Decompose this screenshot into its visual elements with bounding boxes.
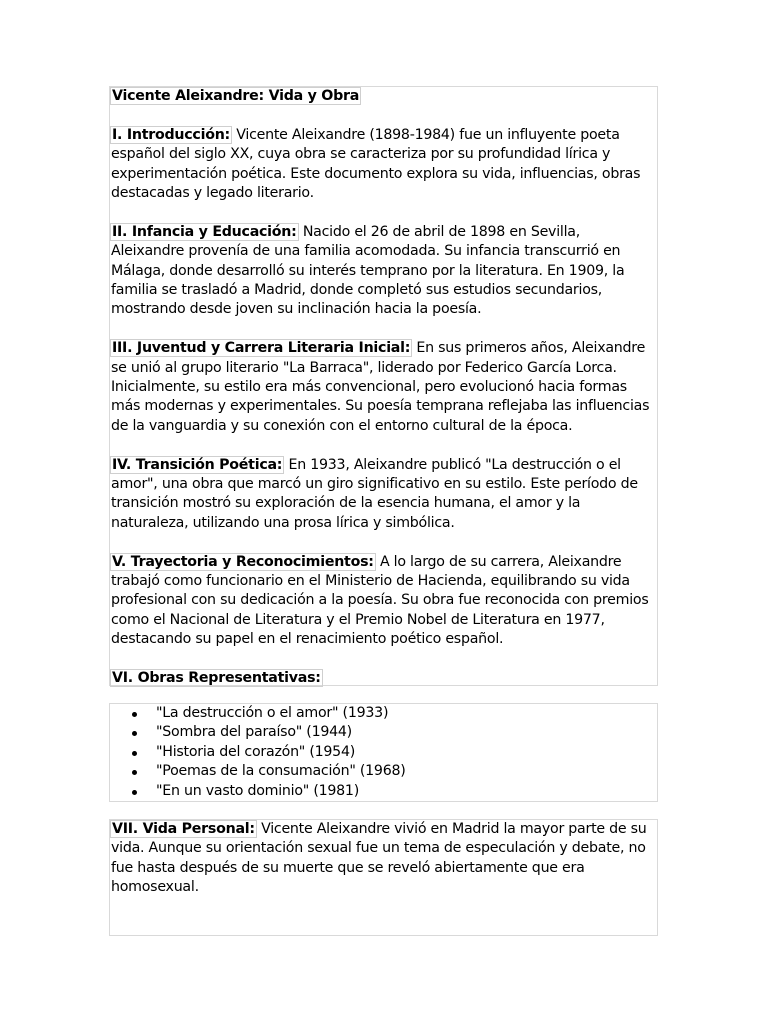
works-list-box bbox=[109, 703, 658, 802]
personal-life-box bbox=[109, 819, 658, 936]
section-body: En sus primeros años, Aleixandre se unió al grupo literario "La Barraca", liderado por Federico García Lorca. Inicialmente, su estilo era más convencional, pero evolucionó hacia formas más modernas y experimentales. Su poesía temprana reflejaba las influencias de la vanguardia y su conexión con el entorno cultural de la época. bbox=[111, 340, 650, 434]
section-infancia bbox=[111, 223, 656, 320]
bullet-icon bbox=[132, 731, 137, 736]
bullet-icon bbox=[132, 790, 137, 795]
works-list bbox=[110, 704, 657, 801]
section-obras bbox=[111, 669, 656, 688]
section-heading: I. Introducción: bbox=[112, 126, 230, 143]
bullet-icon bbox=[132, 770, 137, 775]
section-body: En 1933, Aleixandre publicó "La destrucción o el amor", una obra que marcó un giro significativo en su estilo. Este período de transición mostró su exploración de la esencia humana, el amor y la naturaleza, utilizando una prosa lírica y simbólica. bbox=[111, 456, 638, 531]
section-juventud bbox=[111, 339, 656, 436]
list-item: "Poemas de la consumación" (1968) bbox=[132, 762, 657, 781]
section-body: A lo largo de su carrera, Aleixandre trabajó como funcionario en el Ministerio de Hacienda, equilibrando su vida profesional con su dedicación a la poesía. Su obra fue reconocida con premios como el Nacional de Literatura y el Premio Nobel de Literatura en 1977, destacando su papel en el renacimiento poético español. bbox=[111, 553, 649, 648]
bullet-icon bbox=[132, 712, 137, 717]
section-trayectoria bbox=[111, 553, 656, 650]
main-text-box bbox=[109, 86, 658, 686]
document-title: Vicente Aleixandre: Vida y Obra bbox=[112, 88, 360, 104]
list-item: "Historia del corazón" (1954) bbox=[132, 743, 657, 762]
section-body: Vicente Aleixandre vivió en Madrid la mayor parte de su vida. Aunque su orientación sexual fue un tema de especulación y debate, no fue hasta después de su muerte que se reveló abiertamente que era homosexual. bbox=[111, 821, 647, 896]
list-item: "Sombra del paraíso" (1944) bbox=[132, 723, 657, 742]
list-item: "La destrucción o el amor" (1933) bbox=[132, 704, 657, 723]
list-item: "En un vasto dominio" (1981) bbox=[132, 782, 657, 801]
bullet-icon bbox=[132, 751, 137, 756]
section-heading: V. Trayectoria y Reconocimientos: bbox=[112, 553, 374, 570]
section-heading: VII. Vida Personal: bbox=[112, 821, 255, 837]
section-body: Vicente Aleixandre (1898-1984) fue un influyente poeta español del siglo XX, cuya obra se caracteriza por su profundidad lírica y experimentación poética. Este documento explora su vida, influencias, obras destacadas y legado literario. bbox=[111, 126, 641, 202]
section-transicion bbox=[111, 456, 656, 534]
section-vida-personal bbox=[111, 820, 656, 898]
section-heading: VI. Obras Representativas: bbox=[112, 670, 321, 687]
section-heading: II. Infancia y Educación: bbox=[112, 223, 297, 240]
section-heading: IV. Transición Poética: bbox=[112, 456, 283, 473]
section-body: Nacido el 26 de abril de 1898 en Sevilla, Aleixandre provenía de una familia acomodada. Su infancia transcurrió en Málaga, donde desarrolló su interés temprano por la literatura. En 1909, la familia se trasladó a Madrid, donde completó sus estudios secundarios, mostrando desde joven su inclinación hacia la poesía. bbox=[111, 223, 625, 318]
section-heading: III. Juventud y Carrera Literaria Inicial: bbox=[112, 340, 411, 357]
section-introduccion bbox=[111, 126, 656, 204]
